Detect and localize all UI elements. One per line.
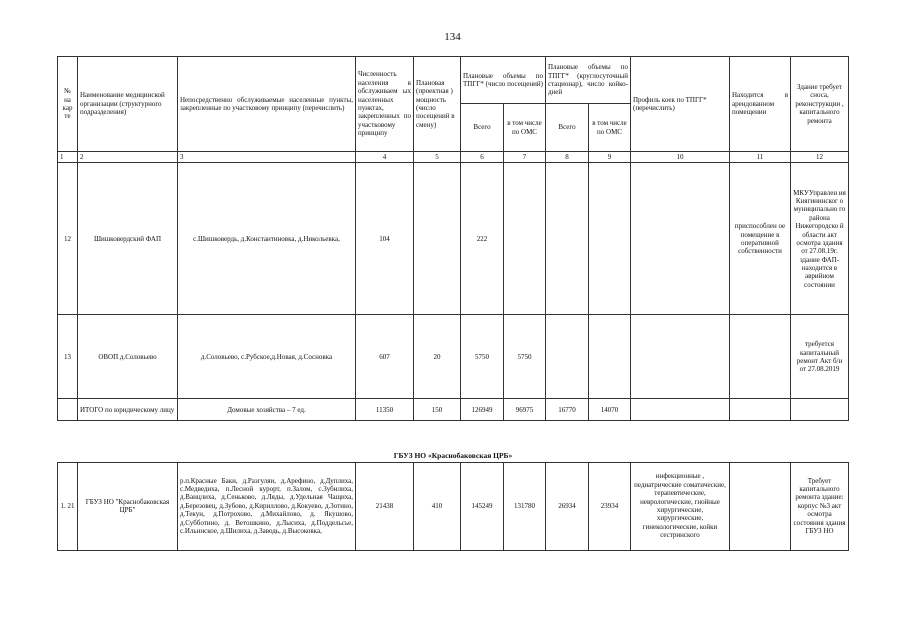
page-number: 134 <box>444 31 461 43</box>
header-org: Наименование медицинской организации (структурного подразделения) <box>78 57 178 152</box>
col-number: 10 <box>631 152 730 163</box>
col-number: 4 <box>356 152 414 163</box>
row-rented <box>730 462 791 550</box>
row-capacity: 20 <box>414 315 461 399</box>
row-org: ОВОП д.Соловьево <box>78 315 178 399</box>
row-profile <box>631 315 730 399</box>
row-beds-total <box>546 315 589 399</box>
row-rented: приспособлен ое помещение в оперативной собственности <box>730 163 791 315</box>
row-repair: Требует капитального ремонта здание: корпус №3 акт осмотра состояния здания ГБУЗ НО <box>791 462 849 550</box>
total-population: 11350 <box>356 399 414 421</box>
row-repair: требуется капитальный ремонт Акт б/н от 27.08.2019 <box>791 315 849 399</box>
header-population: Численность населения в обслуживаем ых населенных пунктах, закрепленных по участковому принципу <box>356 57 414 152</box>
col-number: 3 <box>178 152 356 163</box>
col-number: 8 <box>546 152 589 163</box>
row-beds-total <box>546 163 589 315</box>
col-number: 9 <box>589 152 631 163</box>
header-beds-oms: в том числе по ОМС <box>589 104 631 152</box>
total-areas: Домовые хозяйства – 7 ед. <box>178 399 356 421</box>
row-beds-oms <box>589 315 631 399</box>
row-org: ГБУЗ НО "Краснобаковская ЦРБ" <box>78 462 178 550</box>
col-number: 2 <box>78 152 178 163</box>
total-repair <box>791 399 849 421</box>
total-beds-total: 16770 <box>546 399 589 421</box>
header-capacity: Плановая (проектная ) мощность (число посещений в смену) <box>414 57 461 152</box>
header-repair: Здание требует сноса, реконструкции , капитального ремонта <box>791 57 849 152</box>
row-population: 607 <box>356 315 414 399</box>
row-beds-oms: 23934 <box>589 462 631 550</box>
total-beds-oms: 14070 <box>589 399 631 421</box>
row-population: 104 <box>356 163 414 315</box>
row-capacity: 410 <box>414 462 461 550</box>
row-profile: инфекционные , педиатрические соматические, терапевтические, неврологические, гнойные хирургические, хирургические, гинекологические, койки сестринского <box>631 462 730 550</box>
row-num: 1. 21 <box>58 462 78 550</box>
total-capacity: 150 <box>414 399 461 421</box>
column-numbers-row <box>58 152 849 163</box>
row-capacity <box>414 163 461 315</box>
row-areas: с.Шишковердь, д.Константиновка, д.Никольевка, <box>178 163 356 315</box>
section-title: ГБУЗ НО «Краснобаковская ЦРБ» <box>393 451 513 461</box>
col-number: 12 <box>791 152 849 163</box>
row-visits-total: 222 <box>461 163 504 315</box>
row-population: 21438 <box>356 462 414 550</box>
header-rented: Находится в арендованном помещении <box>730 57 791 152</box>
header-profile: Профиль коек по ТПГГ* (перечислить) <box>631 57 730 152</box>
row-areas: р.п.Красные Баки, д.Разгуляи, д.Арефино, д.Дуплиха, с.Медведиха, п.Лесной курорт, п.Залом, с.Зубилиха, д.Ванцлиха, д.Сеньково, д.Ляды, д.Удельная Чащиха, д.Березовец, д.Зубово, д.Кириллово, д.Кокуево, д.Зотино, д.Текун, д.Потрохово, д.Михайлово, д. Якушово, д.Субботино, д. Ветошкино, д.Лысиха, д.Поддельсье, с.Ильинское, д.Шилиха, д.Заводь, д.Высоковка, <box>178 462 356 550</box>
row-visits-total: 145249 <box>461 462 504 550</box>
table-row <box>58 462 849 550</box>
col-number: 7 <box>504 152 546 163</box>
row-areas: д.Соловьево, с.Рубское,д.Новая, д.Сосновка <box>178 315 356 399</box>
header-num: № на кар те <box>58 57 78 152</box>
total-profile <box>631 399 730 421</box>
row-num: 12 <box>58 163 78 315</box>
facilities-table <box>57 56 849 421</box>
header-visits-oms: в том числе по ОМС <box>504 104 546 152</box>
row-repair: МКУУправлен ия Княгининског о муниципально го района Нижегородско й области акт осмотра здания от 27.08.19г. здание ФАП-находится в аврийном состоянии <box>791 163 849 315</box>
row-visits-oms: 131780 <box>504 462 546 550</box>
row-visits-oms: 5750 <box>504 315 546 399</box>
col-number: 1 <box>58 152 78 163</box>
total-visits-total: 126949 <box>461 399 504 421</box>
col-number: 6 <box>461 152 504 163</box>
facilities-table-section <box>57 450 849 551</box>
table-row <box>58 163 849 315</box>
header-visits-total: Всего <box>461 104 504 152</box>
row-rented <box>730 315 791 399</box>
total-row <box>58 399 849 421</box>
row-num: 13 <box>58 315 78 399</box>
row-beds-total: 26934 <box>546 462 589 550</box>
total-rented <box>730 399 791 421</box>
header-beds-total: Всего <box>546 104 589 152</box>
header-planned-visits: Плановые объемы по ТПГГ* (число посещений) <box>461 57 546 104</box>
row-visits-total: 5750 <box>461 315 504 399</box>
total-visits-oms: 96975 <box>504 399 546 421</box>
total-num <box>58 399 78 421</box>
header-planned-beds: Плановые объемы по ТПГГ* (круглосуточный стационар), число койко-дней <box>546 57 631 104</box>
row-visits-oms <box>504 163 546 315</box>
row-profile <box>631 163 730 315</box>
row-org: Шишковердский ФАП <box>78 163 178 315</box>
col-number: 11 <box>730 152 791 163</box>
col-number: 5 <box>414 152 461 163</box>
row-beds-oms <box>589 163 631 315</box>
table-row <box>58 315 849 399</box>
header-areas: Непосредственно обслуживаемые населенные пункты, закрепленные по участковому принципу (перечислить) <box>178 57 356 152</box>
total-label: ИТОГО по юридическому лицу <box>78 399 178 421</box>
